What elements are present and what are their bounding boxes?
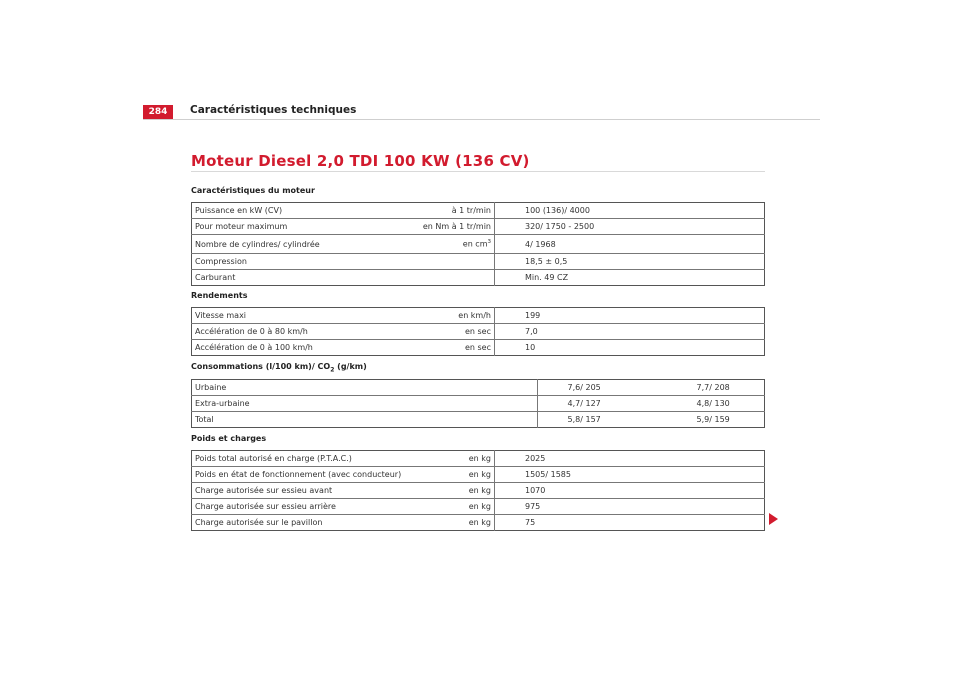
table-row (192, 340, 765, 356)
row-value: 7,0 (495, 324, 765, 340)
row-value: 1505/ 1585 (495, 467, 765, 483)
row-label: Puissance en kW (CV) (192, 203, 409, 219)
row-value: 320/ 1750 - 2500 (495, 219, 765, 235)
row-label: Charge autorisée sur essieu arrière (192, 499, 409, 515)
row-label: Pour moteur maximum (192, 219, 409, 235)
row-value-1: 4,7/ 127 (537, 396, 681, 412)
row-label: Poids en état de fonctionnement (avec conducteur) (192, 467, 409, 483)
row-value-2: 5,9/ 159 (696, 415, 730, 424)
weights-heading: Poids et charges (191, 434, 267, 443)
row-label: Extra-urbaine (192, 396, 538, 412)
row-label: Nombre de cylindres/ cylindrée (192, 235, 409, 254)
row-label: Poids total autorisé en charge (P.T.A.C.) (192, 451, 409, 467)
table-row (192, 467, 765, 483)
table-row (192, 270, 765, 286)
row-value: 1070 (495, 483, 765, 499)
row-unit: en kg (408, 515, 495, 531)
row-label: Accélération de 0 à 80 km/h (192, 324, 409, 340)
table-row (192, 412, 765, 428)
row-label: Urbaine (192, 380, 538, 396)
engine-heading: Caractéristiques du moteur (191, 186, 315, 195)
table-row (192, 324, 765, 340)
table-row (192, 203, 765, 219)
consumption-heading-tail: (g/km) (334, 362, 367, 371)
row-unit: en km/h (408, 308, 495, 324)
header-divider (143, 119, 820, 120)
row-value: 975 (495, 499, 765, 515)
row-label: Compression (192, 254, 409, 270)
running-header-title: Caractéristiques techniques (190, 104, 357, 116)
row-value: 10 (525, 343, 536, 352)
row-unit: en kg (408, 451, 495, 467)
weights-table (191, 450, 765, 531)
engine-table (191, 202, 765, 286)
page-title: Moteur Diesel 2,0 TDI 100 KW (136 CV) (191, 152, 530, 170)
row-value-1: 7,6/ 205 (537, 380, 681, 396)
row-value-2: 4,8/ 130 (681, 396, 765, 412)
row-value-2: 7,7/ 208 (681, 380, 765, 396)
page-number-badge: 284 (143, 105, 173, 119)
table-row (192, 235, 765, 254)
table-row (192, 499, 765, 515)
row-unit: en cm (462, 239, 488, 249)
table-row (192, 219, 765, 235)
row-label: Charge autorisée sur le pavillon (195, 518, 323, 527)
unit-superscript: 3 (487, 239, 491, 246)
table-row (192, 451, 765, 467)
table-row (192, 483, 765, 499)
row-unit (408, 254, 495, 270)
row-value: 100 (136)/ 4000 (495, 203, 765, 219)
table-row (192, 254, 765, 270)
row-label: Carburant (195, 273, 236, 282)
row-label: Vitesse maxi (192, 308, 409, 324)
row-unit: à 1 tr/min (408, 203, 495, 219)
row-label: Accélération de 0 à 100 km/h (195, 343, 313, 352)
table-row (192, 380, 765, 396)
row-value: 199 (495, 308, 765, 324)
row-label: Charge autorisée sur essieu avant (192, 483, 409, 499)
performance-heading: Rendements (191, 291, 248, 300)
table-row (192, 308, 765, 324)
consumption-heading-main: Consommations (l/100 km)/ CO (191, 362, 331, 371)
row-unit: en kg (408, 483, 495, 499)
consumption-heading (191, 362, 367, 374)
row-value: Min. 49 CZ (525, 273, 569, 282)
row-value: 2025 (495, 451, 765, 467)
row-value: 18,5 ± 0,5 (495, 254, 765, 270)
row-unit-cell (408, 235, 495, 254)
next-page-arrow-icon[interactable] (769, 513, 778, 525)
title-divider (191, 171, 765, 172)
performance-table (191, 307, 765, 356)
row-unit: en sec (408, 324, 495, 340)
row-unit: en kg (408, 499, 495, 515)
row-unit: en kg (408, 467, 495, 483)
table-row (192, 396, 765, 412)
table-row (192, 515, 765, 531)
row-value-1: 5,8/ 157 (567, 415, 601, 424)
row-unit: en sec (408, 340, 495, 356)
consumption-heading-subscript: 2 (330, 366, 335, 374)
row-unit (408, 270, 495, 286)
consumption-table (191, 379, 765, 428)
row-unit: en Nm à 1 tr/min (408, 219, 495, 235)
row-label: Total (192, 412, 538, 428)
row-value: 75 (525, 518, 536, 527)
row-value: 4/ 1968 (495, 235, 765, 254)
